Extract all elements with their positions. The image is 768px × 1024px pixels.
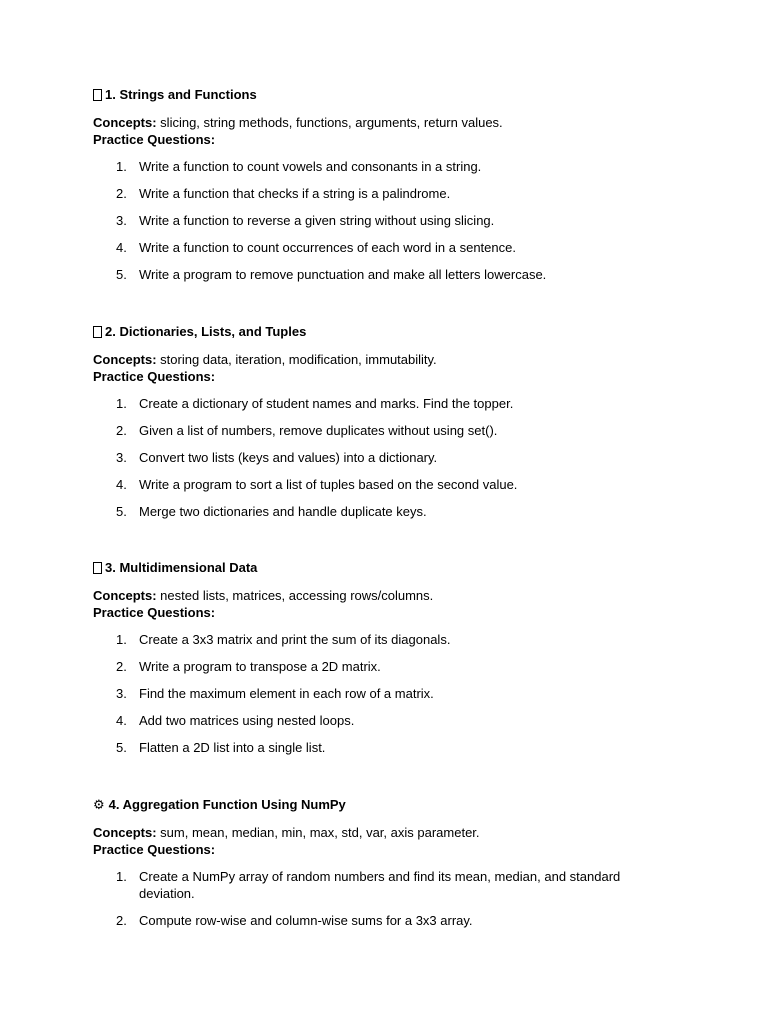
concepts-text: nested lists, matrices, accessing rows/columns. <box>156 588 434 603</box>
item-text: Write a program to remove punctuation and make all letters lowercase. <box>139 267 547 282</box>
practice-questions-label: Practice Questions: <box>93 132 216 147</box>
practice-questions-label: Practice Questions: <box>93 842 216 857</box>
item-text: Flatten a 2D list into a single list. <box>139 740 326 755</box>
concepts-text: sum, mean, median, min, max, std, var, axis parameter. <box>156 825 480 840</box>
item-text: Find the maximum element in each row of a matrix. <box>139 686 434 701</box>
list-item <box>93 185 669 202</box>
item-number: 1. <box>116 869 127 884</box>
item-number: 2. <box>116 913 127 928</box>
item-text: Write a function to count vowels and consonants in a string. <box>139 159 482 174</box>
section-title-text: 2. Dictionaries, Lists, and Tuples <box>105 324 307 339</box>
item-number: 1. <box>116 632 127 647</box>
concepts-label: Concepts: <box>93 352 157 367</box>
question-list <box>93 631 693 756</box>
item-text: Write a function to reverse a given string without using slicing. <box>139 213 495 228</box>
list-item <box>93 158 669 175</box>
concepts-line <box>93 824 693 841</box>
item-number: 4. <box>116 713 127 728</box>
list-item <box>93 395 669 412</box>
item-number: 4. <box>116 240 127 255</box>
item-text: Convert two lists (keys and values) into a dictionary. <box>139 450 438 465</box>
list-item <box>93 712 669 729</box>
item-text: Create a 3x3 matrix and print the sum of its diagonals. <box>139 632 451 647</box>
item-text: Write a program to sort a list of tuples based on the second value. <box>139 477 518 492</box>
concepts-text: slicing, string methods, functions, arguments, return values. <box>156 115 503 130</box>
section-title <box>93 324 693 340</box>
list-item <box>93 868 669 902</box>
list-item <box>93 476 669 493</box>
list-item <box>93 239 669 256</box>
list-item <box>93 449 669 466</box>
list-item <box>93 739 669 756</box>
section-multidimensional-data <box>93 560 693 766</box>
section-dictionaries-lists-tuples <box>93 324 693 530</box>
item-number: 1. <box>116 396 127 411</box>
item-number: 2. <box>116 659 127 674</box>
item-text: Write a program to transpose a 2D matrix. <box>139 659 381 674</box>
section-title-text: 3. Multidimensional Data <box>105 560 258 575</box>
item-number: 3. <box>116 686 127 701</box>
item-number: 3. <box>116 450 127 465</box>
question-list <box>93 395 693 520</box>
section-aggregation-numpy <box>93 797 693 939</box>
question-list <box>93 158 693 283</box>
item-number: 4. <box>116 477 127 492</box>
item-text: Create a NumPy array of random numbers and find its mean, median, and standard deviation. <box>139 869 621 901</box>
item-text: Add two matrices using nested loops. <box>139 713 355 728</box>
list-item <box>93 503 669 520</box>
list-item <box>93 266 669 283</box>
missing-glyph-icon <box>93 89 102 101</box>
missing-glyph-icon <box>93 326 102 338</box>
concepts-line <box>93 114 693 131</box>
section-title <box>93 560 693 576</box>
gear-icon: ⚙ <box>93 797 105 812</box>
item-number: 2. <box>116 423 127 438</box>
item-number: 5. <box>116 267 127 282</box>
item-number: 2. <box>116 186 127 201</box>
item-number: 5. <box>116 504 127 519</box>
list-item <box>93 912 669 929</box>
practice-questions-label: Practice Questions: <box>93 605 216 620</box>
practice-questions-label: Practice Questions: <box>93 369 216 384</box>
section-title-text: 4. Aggregation Function Using NumPy <box>108 797 346 812</box>
concepts-line <box>93 351 693 368</box>
item-number: 1. <box>116 159 127 174</box>
list-item <box>93 685 669 702</box>
item-text: Merge two dictionaries and handle duplicate keys. <box>139 504 427 519</box>
concepts-line <box>93 587 693 604</box>
missing-glyph-icon <box>93 562 102 574</box>
concepts-label: Concepts: <box>93 825 157 840</box>
section-title <box>93 797 693 813</box>
concepts-text: storing data, iteration, modification, immutability. <box>156 352 437 367</box>
item-text: Given a list of numbers, remove duplicates without using set(). <box>139 423 498 438</box>
item-text: Write a function to count occurrences of each word in a sentence. <box>139 240 516 255</box>
concepts-label: Concepts: <box>93 115 157 130</box>
list-item <box>93 212 669 229</box>
item-text: Create a dictionary of student names and marks. Find the topper. <box>139 396 514 411</box>
item-text: Write a function that checks if a string is a palindrome. <box>139 186 451 201</box>
item-number: 3. <box>116 213 127 228</box>
list-item <box>93 658 669 675</box>
item-number: 5. <box>116 740 127 755</box>
section-strings-functions <box>93 87 693 293</box>
list-item <box>93 422 669 439</box>
concepts-label: Concepts: <box>93 588 157 603</box>
question-list <box>93 868 693 929</box>
list-item <box>93 631 669 648</box>
item-text: Compute row-wise and column-wise sums for a 3x3 array. <box>139 913 473 928</box>
section-title-text: 1. Strings and Functions <box>105 87 257 102</box>
section-title <box>93 87 693 103</box>
